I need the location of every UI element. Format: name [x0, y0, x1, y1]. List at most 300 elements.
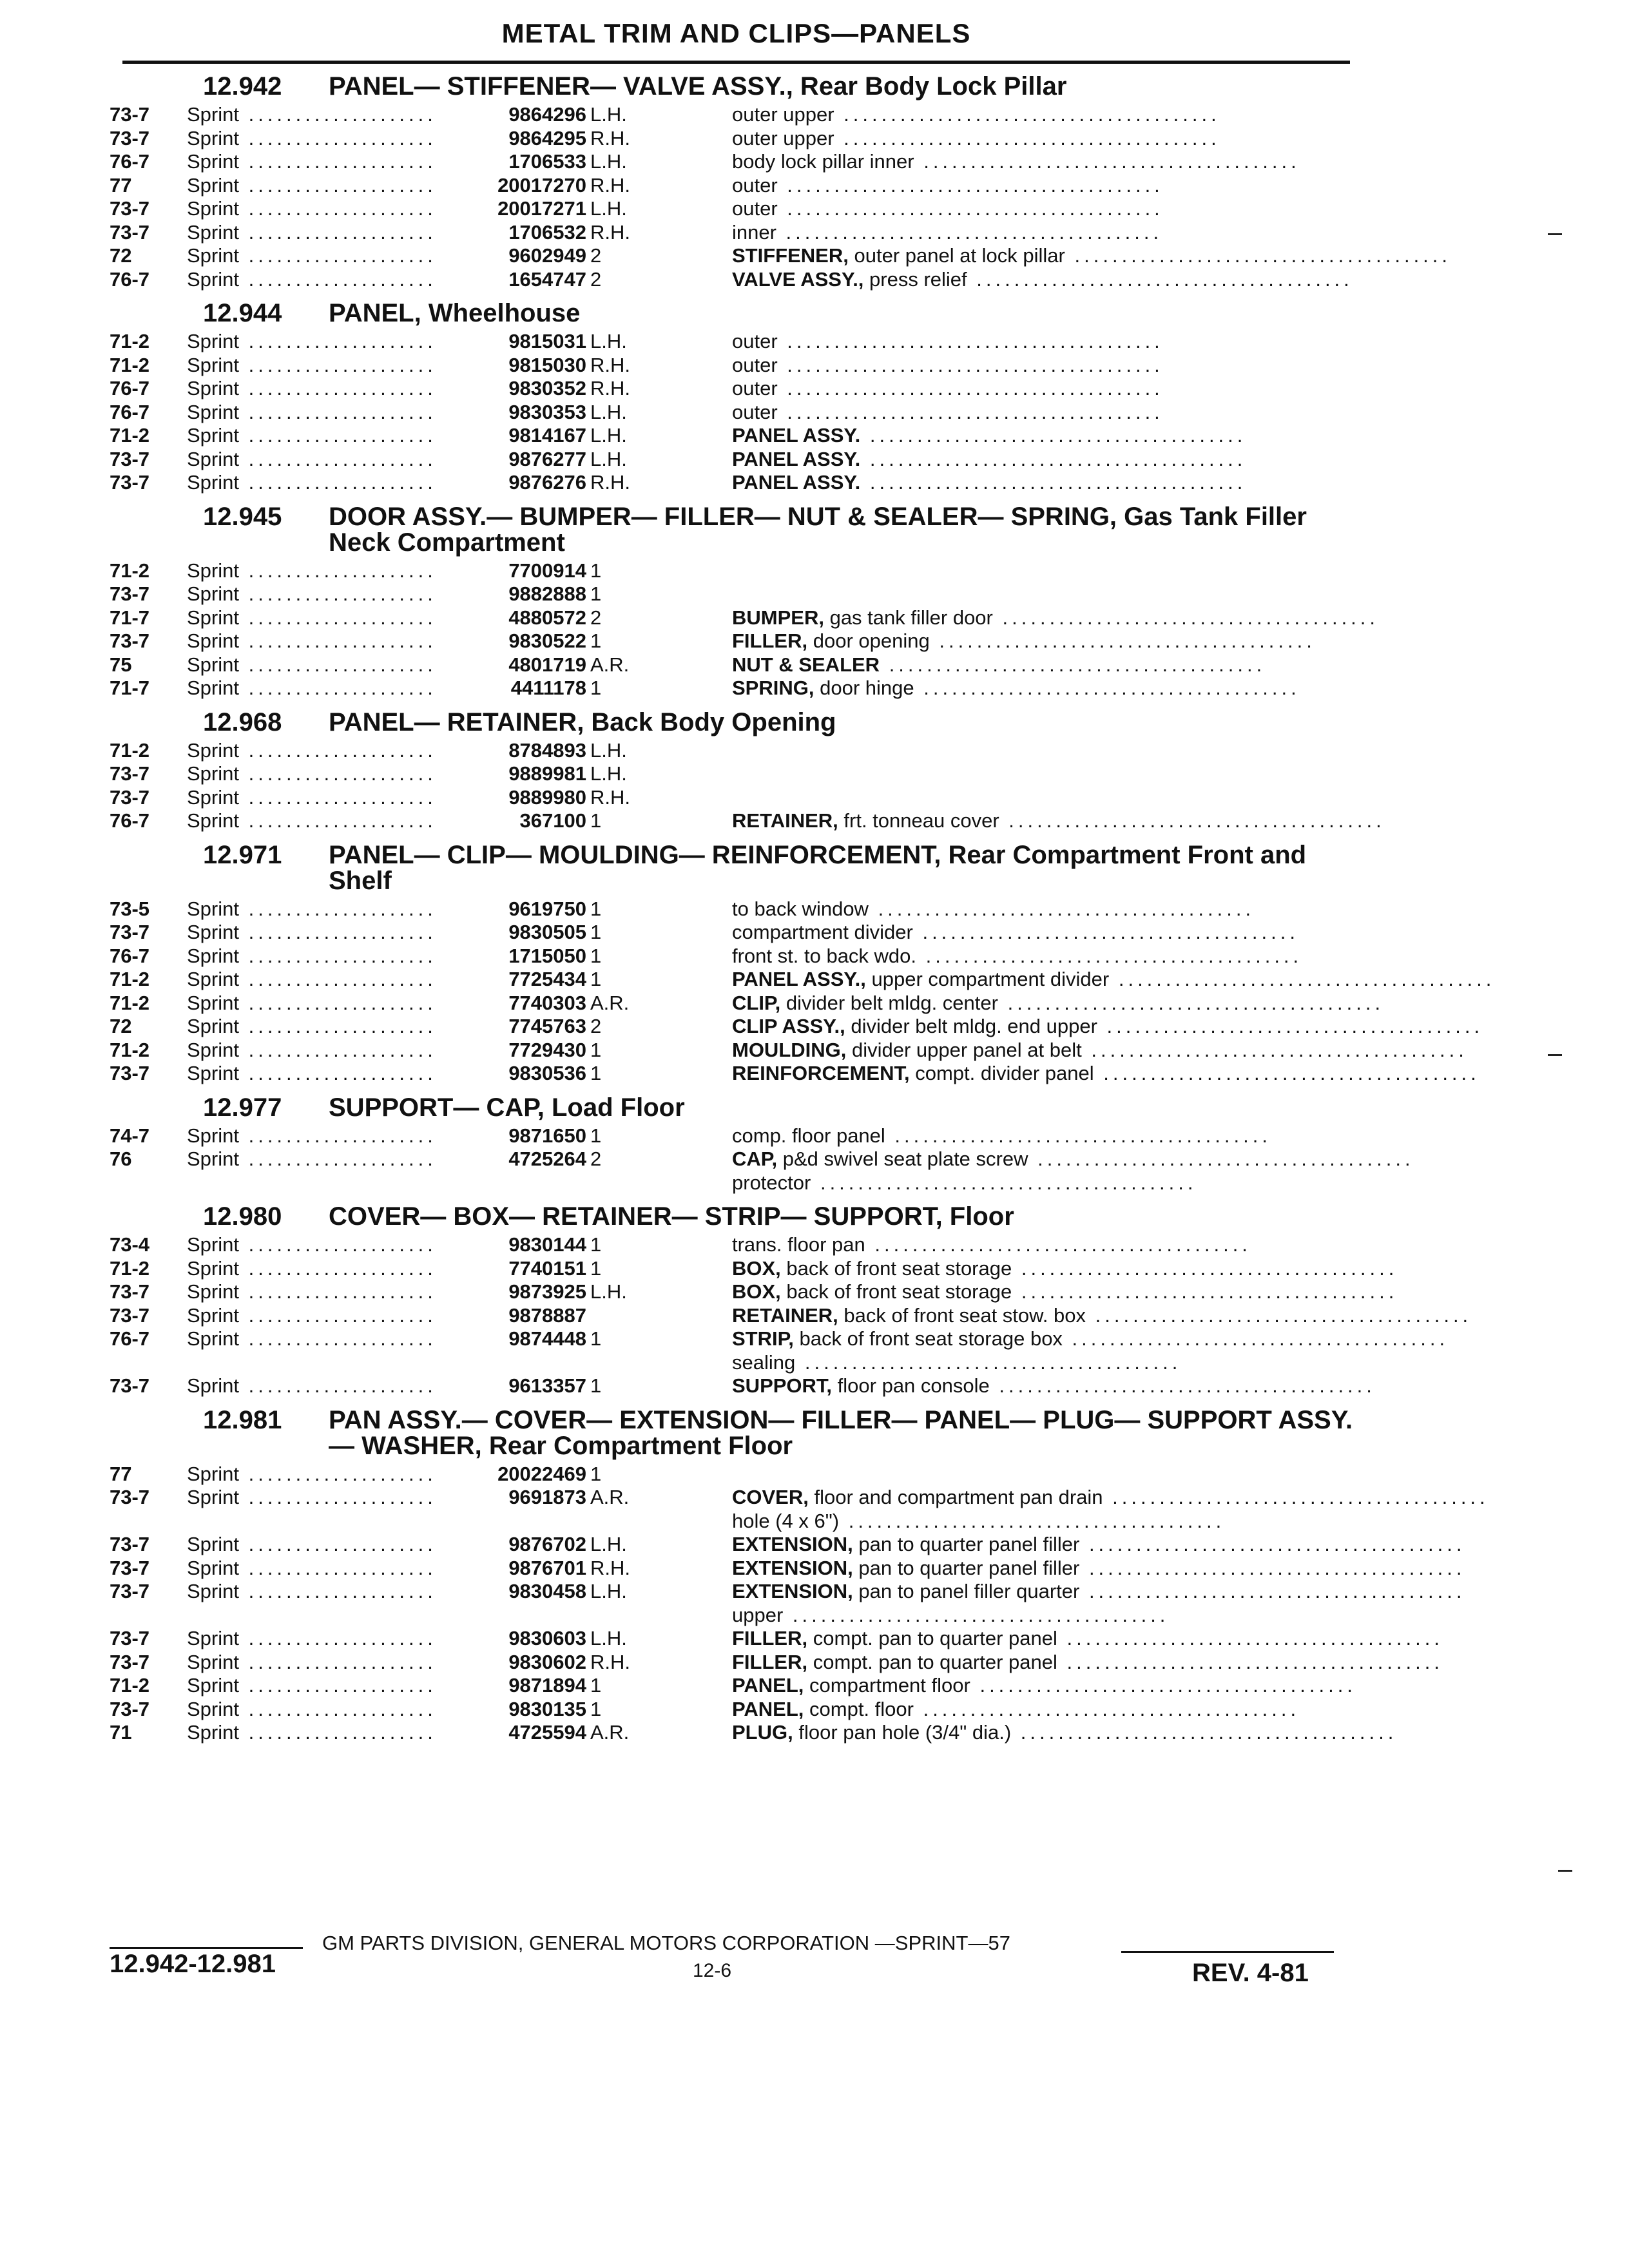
- model-name: [187, 1651, 483, 1675]
- quantity: R.H.: [590, 353, 630, 376]
- leader-dots: ....................: [238, 809, 437, 832]
- model-name: [187, 1233, 483, 1257]
- leader-dots: ........................................: [1057, 1627, 1443, 1649]
- model-name: [187, 1486, 483, 1510]
- part-number: 9830602: [508, 1650, 586, 1673]
- model-name: [187, 559, 483, 583]
- model-name-text: Sprint: [187, 1556, 239, 1579]
- model-name: [187, 1721, 483, 1745]
- model-years: 72: [110, 244, 132, 267]
- model-name: [187, 1557, 483, 1581]
- model-years: 73-7: [110, 1580, 150, 1602]
- part-row: [110, 739, 1360, 763]
- model-name-text: Sprint: [187, 103, 239, 126]
- model-name: [187, 1015, 483, 1039]
- model-years: [110, 1510, 187, 1533]
- model-years: 73-7: [110, 1533, 150, 1555]
- part-number: 9874448: [508, 1327, 586, 1350]
- quantity: 1: [590, 1256, 602, 1280]
- part-row: [110, 809, 1385, 833]
- quantity: L.H.: [590, 424, 627, 447]
- model-name: [187, 1580, 483, 1604]
- part-row: [110, 1698, 1360, 1722]
- quantity: R.H.: [590, 1650, 630, 1673]
- leader-dots: ........................................: [913, 1697, 1300, 1720]
- description: [732, 1015, 1483, 1039]
- part-row: [110, 1650, 1443, 1675]
- footer-rule-right: [1121, 1951, 1334, 1953]
- model-name: [187, 197, 483, 221]
- leader-dots: ........................................: [834, 126, 1220, 149]
- model-name: [187, 1304, 483, 1328]
- part-number: 9691873: [508, 1486, 586, 1508]
- description-text: back of front seat storage: [786, 1256, 1012, 1280]
- part-number: 7725434: [508, 968, 586, 990]
- description: [732, 1148, 1414, 1171]
- description: [732, 1627, 1443, 1651]
- part-number: [483, 1171, 586, 1195]
- model-name-text: Sprint: [187, 1650, 239, 1673]
- description-text: to back window: [732, 897, 869, 920]
- quantity: L.H.: [590, 330, 627, 352]
- description-keyword: REINFORCEMENT,: [732, 1062, 910, 1084]
- description: [732, 677, 1360, 700]
- catalog-section: [110, 1202, 1472, 1398]
- description: [732, 1062, 1480, 1086]
- quantity: A.R.: [590, 653, 630, 676]
- quantity: L.H.: [590, 1280, 627, 1303]
- part-number: [483, 1351, 586, 1375]
- model-years: 73-7: [110, 1374, 150, 1397]
- section-number: 12.945: [203, 502, 282, 531]
- part-row: [110, 471, 1360, 495]
- model-name-text: Sprint: [187, 559, 239, 582]
- model-years: 71-7: [110, 677, 150, 699]
- description-text: press relief: [869, 267, 967, 291]
- leader-dots: ....................: [238, 785, 437, 809]
- leader-dots: ........................................: [777, 377, 1164, 399]
- section-heading: [110, 504, 1360, 555]
- model-years: 71-2: [110, 559, 150, 582]
- quantity: A.R.: [590, 1721, 630, 1744]
- part-row: [110, 354, 1360, 378]
- description: [732, 1463, 1360, 1486]
- quantity: 2: [590, 606, 602, 629]
- description-keyword: PANEL ASSY.,: [732, 968, 866, 990]
- model-name: [187, 1627, 483, 1651]
- quantity: R.H.: [590, 1556, 630, 1579]
- leader-dots: ....................: [238, 267, 437, 291]
- section-number: 12.977: [203, 1093, 282, 1122]
- leader-dots: ....................: [238, 400, 437, 423]
- description-keyword: VALVE ASSY.,: [732, 267, 864, 291]
- description-keyword: PLUG,: [732, 1721, 793, 1744]
- model-name: [187, 471, 483, 495]
- model-name-text: Sprint: [187, 353, 239, 376]
- description-text: outer: [732, 173, 778, 197]
- section-heading: [110, 73, 1360, 99]
- leader-dots: ........................................: [1103, 1486, 1489, 1508]
- model-years: 73-4: [110, 1233, 150, 1256]
- part-row: [110, 582, 1360, 606]
- part-row: [110, 127, 1360, 151]
- leader-dots: ....................: [238, 738, 437, 762]
- quantity: 2: [590, 244, 602, 267]
- quantity: [586, 1171, 661, 1195]
- description: [732, 992, 1384, 1015]
- section-number: 12.968: [203, 707, 282, 736]
- model-name: [187, 1280, 483, 1304]
- model-name-text: Sprint: [187, 150, 239, 173]
- section-title: PANEL— CLIP— MOULDING— REINFORCEMENT, Rear Compartment Front and Shelf: [329, 840, 1307, 895]
- part-row: [110, 1674, 1360, 1698]
- leader-dots: ........................................: [1028, 1148, 1414, 1170]
- model-name-text: Sprint: [187, 1533, 239, 1555]
- footer-section-range: 12.942-12.981: [110, 1950, 276, 1978]
- catalog-section: [110, 1405, 1489, 1745]
- quantity: 1: [590, 559, 602, 582]
- part-number: 1654747: [508, 267, 586, 291]
- leader-dots: ........................................: [912, 921, 1299, 943]
- description: [732, 103, 1360, 127]
- model-name: [187, 1039, 483, 1062]
- leader-dots: ........................................: [776, 220, 1163, 244]
- quantity: 2: [590, 267, 602, 291]
- description: [732, 921, 1360, 945]
- description-keyword: FILLER,: [732, 629, 808, 652]
- description-keyword: STIFFENER,: [732, 244, 849, 267]
- part-row: [110, 424, 1360, 448]
- model-years: 76-7: [110, 150, 150, 173]
- model-years: 73-7: [110, 197, 150, 220]
- model-years: 71-2: [110, 1038, 150, 1061]
- section-title: COVER— BOX— RETAINER— STRIP— SUPPORT, Floor: [329, 1202, 1014, 1231]
- model-name-text: Sprint: [187, 653, 239, 676]
- model-name-text: Sprint: [187, 1015, 239, 1037]
- model-years: 71-2: [110, 1674, 150, 1696]
- model-name: [187, 786, 483, 810]
- description-text: compt. divider panel: [915, 1062, 1094, 1084]
- leader-dots: ....................: [238, 150, 437, 173]
- leader-dots: ........................................: [839, 1509, 1226, 1532]
- description: [732, 629, 1360, 653]
- leader-dots: ....................: [238, 1327, 437, 1350]
- quantity: L.H.: [590, 1627, 627, 1649]
- description-text: compt. floor: [809, 1697, 914, 1720]
- description-text: protector: [732, 1171, 811, 1194]
- model-name: [187, 629, 483, 653]
- model-name: [187, 1327, 483, 1351]
- model-name: [187, 1374, 483, 1398]
- model-name: [187, 1533, 483, 1557]
- model-name: [187, 448, 483, 472]
- description: [732, 968, 1495, 992]
- model-name-text: Sprint: [187, 991, 239, 1014]
- part-row: [110, 1580, 1466, 1604]
- model-name-text: Sprint: [187, 1486, 239, 1508]
- model-name: [187, 1510, 483, 1533]
- model-name-text: Sprint: [187, 1580, 239, 1602]
- part-number: 4411178: [510, 677, 586, 699]
- description-text: upper compartment divider: [871, 968, 1110, 990]
- description: [732, 898, 1360, 921]
- part-row: [110, 921, 1360, 945]
- model-years: 71-2: [110, 353, 150, 376]
- model-name-text: Sprint: [187, 471, 239, 494]
- quantity: 1: [590, 809, 602, 832]
- leader-dots: ....................: [238, 424, 437, 447]
- part-row: [110, 1351, 1360, 1375]
- model-name: [187, 330, 483, 354]
- model-years: 76-7: [110, 809, 150, 832]
- part-row: [110, 1256, 1398, 1281]
- part-number: 367100: [519, 809, 586, 832]
- model-name: [187, 992, 483, 1015]
- description-keyword: PANEL,: [732, 1674, 804, 1696]
- part-number: 7740151: [508, 1256, 586, 1280]
- description-keyword: BOX,: [732, 1256, 781, 1280]
- leader-dots: ....................: [238, 1124, 437, 1147]
- quantity: A.R.: [590, 1486, 630, 1508]
- leader-dots: ....................: [238, 1556, 437, 1579]
- model-name: [187, 401, 483, 425]
- part-number: 7740303: [508, 991, 586, 1014]
- description-text: divider belt mldg. end upper: [851, 1015, 1097, 1037]
- description: [732, 1557, 1465, 1581]
- description-text: divider upper panel at belt: [852, 1038, 1082, 1061]
- leader-dots: ....................: [238, 1627, 437, 1649]
- part-number: 9830353: [508, 400, 586, 423]
- part-number: 7745763: [508, 1015, 586, 1037]
- quantity: L.H.: [590, 150, 627, 173]
- description: [732, 1374, 1376, 1398]
- leader-dots: ....................: [238, 1280, 437, 1303]
- model-name-text: Sprint: [187, 220, 239, 244]
- part-row: [110, 677, 1360, 700]
- model-years: [110, 1171, 187, 1195]
- quantity: L.H.: [590, 103, 627, 126]
- model-years: 76-7: [110, 1327, 150, 1350]
- leader-dots: ........................................: [777, 330, 1164, 352]
- model-name: [187, 103, 483, 127]
- leader-dots: ........................................: [834, 103, 1220, 126]
- model-years: 73-7: [110, 1062, 150, 1084]
- description-keyword: RETAINER,: [732, 1303, 838, 1327]
- catalog-section: [110, 840, 1496, 1086]
- section-title: SUPPORT— CAP, Load Floor: [329, 1093, 685, 1122]
- description-keyword: BUMPER,: [732, 606, 824, 629]
- model-name: [187, 677, 483, 700]
- quantity: 1: [590, 1697, 602, 1720]
- description-text: outer: [732, 197, 778, 220]
- model-name-text: Sprint: [187, 1721, 239, 1744]
- description-keyword: SUPPORT,: [732, 1374, 833, 1397]
- quantity: L.H.: [590, 1533, 627, 1555]
- leader-dots: ....................: [238, 103, 437, 126]
- model-name: [187, 968, 483, 992]
- part-row: [110, 330, 1360, 354]
- leader-dots: ....................: [238, 559, 437, 582]
- footer-rule-left: [110, 1947, 303, 1949]
- leader-dots: ........................................: [777, 400, 1164, 423]
- part-number: 4801719: [508, 653, 586, 676]
- description-keyword: FILLER,: [732, 1650, 808, 1673]
- description: [732, 1486, 1489, 1510]
- model-years: 73-7: [110, 220, 150, 244]
- model-years: 76-7: [110, 267, 150, 291]
- model-years: 77: [110, 173, 132, 197]
- header-rule: [122, 61, 1350, 64]
- quantity: L.H.: [590, 447, 627, 470]
- model-name: [187, 268, 483, 292]
- model-name: [187, 1124, 483, 1148]
- model-years: 72: [110, 1015, 132, 1037]
- section-number: 12.980: [203, 1202, 282, 1231]
- leader-dots: ....................: [238, 1674, 437, 1696]
- section-number: 12.981: [203, 1405, 282, 1434]
- part-number: 9830505: [508, 921, 586, 943]
- model-years: 71-2: [110, 1256, 150, 1280]
- leader-dots: ....................: [238, 197, 437, 220]
- quantity: 1: [590, 921, 602, 943]
- model-name: [187, 1698, 483, 1722]
- description: [732, 471, 1360, 495]
- leader-dots: ....................: [238, 1462, 437, 1485]
- model-years: [110, 1604, 187, 1628]
- part-number: 9602949: [508, 244, 586, 267]
- model-years: 73-7: [110, 126, 150, 149]
- description: [732, 174, 1360, 198]
- catalog-section: [110, 707, 1385, 833]
- model-years: 73-7: [110, 921, 150, 943]
- quantity: 1: [590, 1374, 602, 1397]
- description: [732, 401, 1360, 425]
- section-title: PAN ASSY.— COVER— EXTENSION— FILLER— PANEL— PLUG— SUPPORT ASSY.— WASHER, Rear Compartment Floor: [329, 1405, 1353, 1460]
- quantity: 1: [590, 677, 602, 699]
- section-heading: [110, 709, 1360, 735]
- description-text: front st. to back wdo.: [732, 944, 917, 967]
- part-number: 9815031: [508, 330, 586, 352]
- leader-dots: ....................: [238, 606, 437, 629]
- part-row: [110, 991, 1385, 1015]
- description-text: compartment divider: [732, 921, 913, 943]
- leader-dots: ........................................: [811, 1171, 1197, 1194]
- model-years: 73-7: [110, 447, 150, 470]
- model-years: 73-7: [110, 785, 150, 809]
- model-name-text: Sprint: [187, 762, 239, 785]
- part-number: 9830522: [508, 629, 586, 652]
- description: [732, 1304, 1472, 1328]
- quantity: 1: [590, 1062, 602, 1084]
- model-name-text: Sprint: [187, 582, 239, 605]
- part-number: 9871894: [508, 1674, 586, 1696]
- description: [732, 1604, 1360, 1628]
- part-row: [110, 945, 1360, 968]
- model-name-text: Sprint: [187, 267, 239, 291]
- part-row: [110, 268, 1360, 292]
- leader-dots: ....................: [238, 629, 437, 652]
- leader-dots: ....................: [238, 1486, 437, 1508]
- quantity: A.R.: [590, 991, 630, 1014]
- model-name: [187, 606, 483, 630]
- quantity: L.H.: [590, 400, 627, 423]
- part-number: 4725264: [508, 1148, 586, 1170]
- part-number: 20017271: [497, 197, 586, 220]
- model-years: 77: [110, 1462, 132, 1485]
- description: [732, 762, 1360, 786]
- leader-dots: ........................................: [967, 267, 1353, 291]
- section-number: 12.944: [203, 299, 282, 327]
- leader-dots: ....................: [238, 377, 437, 399]
- model-years: 73-7: [110, 1486, 150, 1508]
- catalog-section: [110, 502, 1380, 700]
- leader-dots: ........................................: [929, 629, 1316, 652]
- leader-dots: ....................: [238, 447, 437, 470]
- part-number: 9830135: [508, 1697, 586, 1720]
- leader-dots: ........................................: [777, 197, 1164, 220]
- model-years: 73-7: [110, 629, 150, 652]
- model-name-text: Sprint: [187, 1148, 239, 1170]
- description-text: pan to quarter panel filler: [858, 1533, 1080, 1555]
- part-row: [110, 174, 1360, 198]
- description: [732, 1674, 1360, 1698]
- part-number: 9619750: [508, 897, 586, 920]
- description-text: hole (4 x 6"): [732, 1509, 840, 1532]
- model-name: [187, 1062, 483, 1086]
- part-number: 9882888: [508, 582, 586, 605]
- description-text: door hinge: [820, 677, 914, 699]
- leader-dots: ....................: [238, 330, 437, 352]
- model-name: [187, 945, 483, 968]
- margin-mark: [1548, 233, 1562, 235]
- leader-dots: ....................: [238, 1062, 437, 1084]
- description: [732, 127, 1360, 151]
- section-number: 12.942: [203, 72, 282, 101]
- leader-dots: ........................................: [860, 471, 1247, 494]
- part-row: [110, 968, 1496, 992]
- part-number: 9889980: [508, 785, 586, 809]
- part-number: 9873925: [508, 1280, 586, 1303]
- description: [732, 1580, 1465, 1604]
- description: [732, 1039, 1468, 1062]
- description-keyword: EXTENSION,: [732, 1580, 853, 1602]
- model-name: [187, 150, 483, 174]
- model-years: 73-5: [110, 897, 150, 920]
- part-row: [110, 629, 1360, 653]
- leader-dots: ....................: [238, 1650, 437, 1673]
- part-row: [110, 1148, 1414, 1171]
- leader-dots: ........................................: [1079, 1580, 1466, 1602]
- model-years: 74-7: [110, 1124, 150, 1147]
- description-keyword: PANEL,: [732, 1697, 804, 1720]
- leader-dots: ........................................: [1094, 1062, 1480, 1084]
- model-years: 76: [110, 1148, 132, 1170]
- leader-dots: ........................................: [777, 353, 1164, 376]
- quantity: R.H.: [590, 471, 630, 494]
- model-years: 73-7: [110, 762, 150, 785]
- part-row: [110, 244, 1452, 268]
- description: [732, 1698, 1360, 1722]
- part-number: 9814167: [508, 424, 586, 447]
- description: [732, 354, 1360, 378]
- part-number: 9830352: [508, 377, 586, 399]
- model-name-text: Sprint: [187, 1674, 239, 1696]
- model-name: [187, 127, 483, 151]
- leader-dots: ........................................: [860, 424, 1247, 447]
- description: [732, 1651, 1443, 1675]
- part-row: [110, 1627, 1443, 1651]
- description: [732, 424, 1360, 448]
